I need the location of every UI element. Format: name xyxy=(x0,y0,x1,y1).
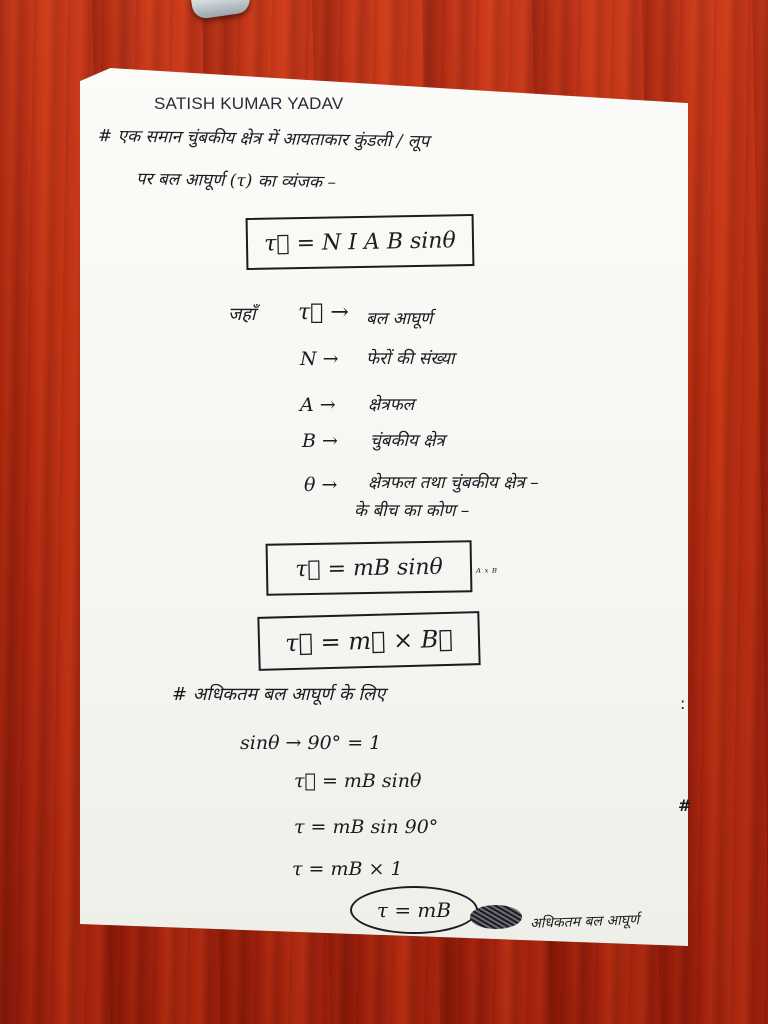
definition-symbol: N → xyxy=(300,348,339,370)
heading-line-1: # एक समान चुंबकीय क्षेत्र में आयताकार कुंडली / लूप xyxy=(97,126,430,152)
heading-line-2: पर बल आघूर्ण (τ) का व्यंजक – xyxy=(135,169,337,193)
edge-hash-mark: # xyxy=(678,796,692,815)
max-heading: # अधिकतम बल आघूर्ण के लिए xyxy=(172,684,386,705)
definition-symbol: τ⃗ → xyxy=(298,300,349,325)
formula-mb-note: ᴬ ˣ ᴮ xyxy=(476,566,497,579)
final-answer-oval: τ = mB xyxy=(350,886,478,934)
definition-meaning: क्षेत्रफल xyxy=(368,395,415,415)
step-line: τ = mB × 1 xyxy=(292,858,403,880)
definition-symbol: A → xyxy=(300,394,336,416)
step-line: τ = mB sin 90° xyxy=(294,816,439,838)
definition-meaning: क्षेत्रफल तथा चुंबकीय क्षेत्र – xyxy=(368,473,539,493)
formula-cross-box: τ⃗ = m⃗ × B⃗ xyxy=(257,611,480,671)
where-label: जहाँ xyxy=(228,304,256,325)
definition-symbol: B → xyxy=(302,430,338,452)
definition-meaning: फेरों की संख्या xyxy=(366,349,455,369)
formula-mb-box: τ⃗ = mB sinθ xyxy=(266,540,473,596)
definition-symbol: θ → xyxy=(304,474,338,496)
ink-scribble xyxy=(470,905,522,929)
edge-colon-mark: : xyxy=(680,694,686,713)
definition-continuation: के बीच का कोण – xyxy=(354,501,470,521)
definition-meaning: चुंबकीय क्षेत्र xyxy=(370,431,445,451)
final-label: अधिकतम बल आघूर्ण xyxy=(529,912,640,932)
step-line: τ⃗ = mB sinθ xyxy=(294,770,422,792)
formula-main-box: τ⃗ = N I A B sinθ xyxy=(246,214,475,270)
author-watermark: SATISH KUMAR YADAV xyxy=(154,94,344,113)
marker-pen-cap xyxy=(191,0,252,20)
step-line: sinθ → 90° = 1 xyxy=(240,732,382,754)
definition-meaning: बल आघूर्ण xyxy=(366,309,433,329)
